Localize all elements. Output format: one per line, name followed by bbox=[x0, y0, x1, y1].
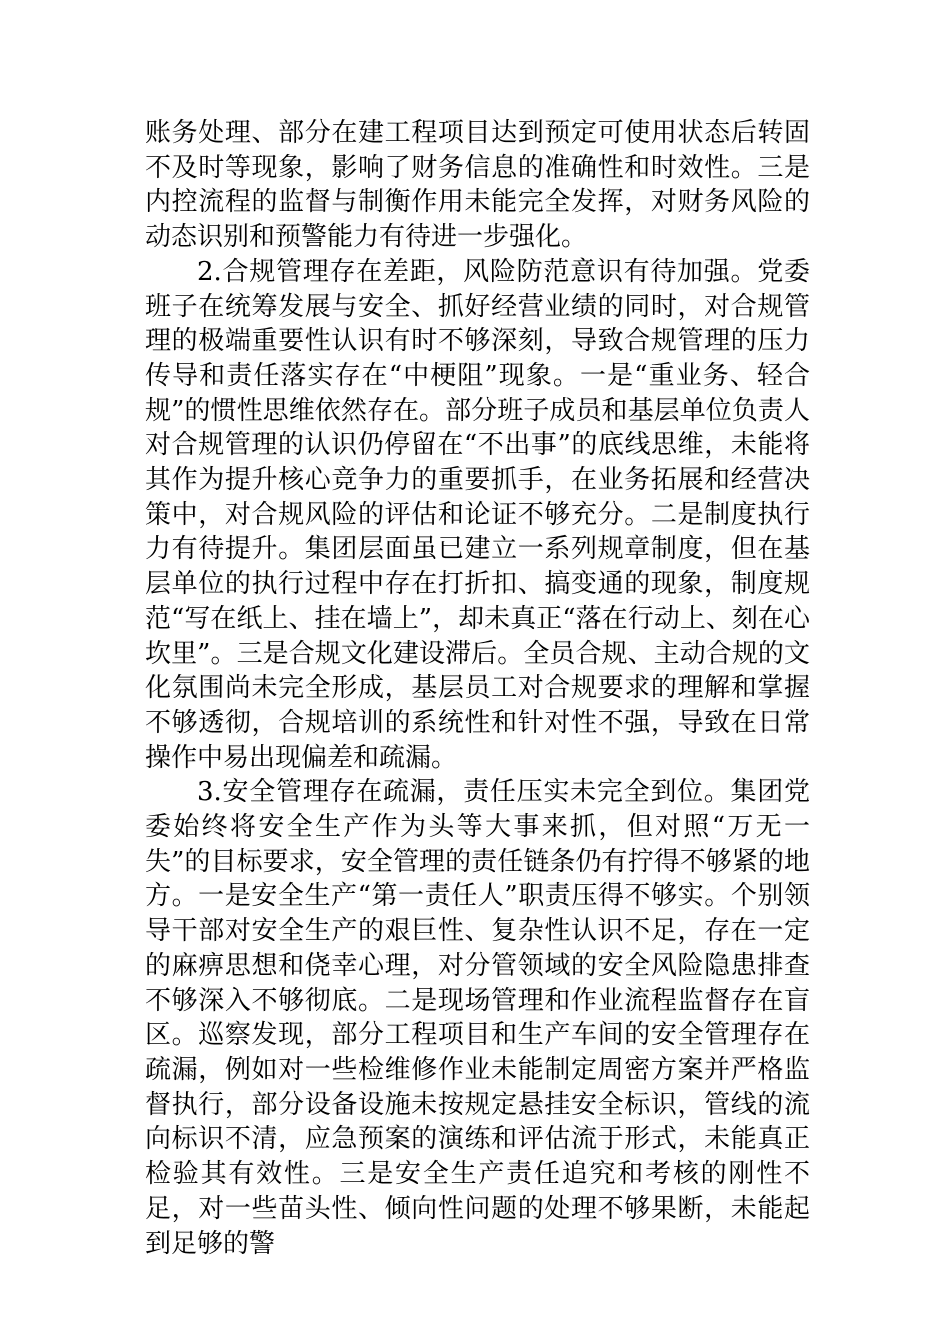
paragraph-financial-continuation: 账务处理、部分在建工程项目达到预定可使用状态后转固不及时等现象，影响了财务信息的准确性和时效性。三是内控流程的监督与制衡作用未能完全发挥，对财务风险的动态识别和预警能力有待进一步强化。 bbox=[145, 118, 810, 253]
document-body bbox=[145, 116, 810, 1261]
paragraph-safety-management: 3.安全管理存在疏漏，责任压实未完全到位。集团党委始终将安全生产作为头等大事来抓，但对照“万无一失”的目标要求，安全管理的责任链条仍有拧得不够紧的地方。一是安全生产“第一责任人”职责压得不够实。个别领导干部对安全生产的艰巨性、复杂性认识不足，存在一定的麻痹思想和侥幸心理，对分管领域的安全风险隐患排查不够深入不够彻底。二是现场管理和作业流程监督存在盲区。巡察发现，部分工程项目和生产车间的安全管理存在疏漏，例如对一些检维修作业未能制定周密方案并严格监督执行，部分设备设施未按规定悬挂安全标识，管线的流向标识不清，应急预案的演练和评估流于形式，未能真正检验其有效性。三是安全生产责任追究和考核的刚性不足，对一些苗头性、倾向性问题的处理不够果断，未能起到足够的警 bbox=[145, 777, 810, 1259]
paragraph-compliance-management: 2.合规管理存在差距，风险防范意识有待加强。党委班子在统筹发展与安全、抓好经营业绩的同时，对合规管理的极端重要性认识有时不够深刻，导致合规管理的压力传导和责任落实存在“中梗阻”现象。一是“重业务、轻合规”的惯性思维依然存在。部分班子成员和基层单位负责人对合规管理的认识仍停留在“不出事”的底线思维，未能将其作为提升核心竞争力的重要抓手，在业务拓展和经营决策中，对合规风险的评估和论证不够充分。二是制度执行力有待提升。集团层面虽已建立一系列规章制度，但在基层单位的执行过程中存在打折扣、搞变通的现象，制度规范“写在纸上、挂在墙上”，却未真正“落在行动上、刻在心坎里”。三是合规文化建设滞后。全员合规、主动合规的文化氛围尚未完全形成，基层员工对合规要求的理解和掌握不够透彻，合规培训的系统性和针对性不强，导致在日常操作中易出现偏差和疏漏。 bbox=[145, 256, 810, 773]
